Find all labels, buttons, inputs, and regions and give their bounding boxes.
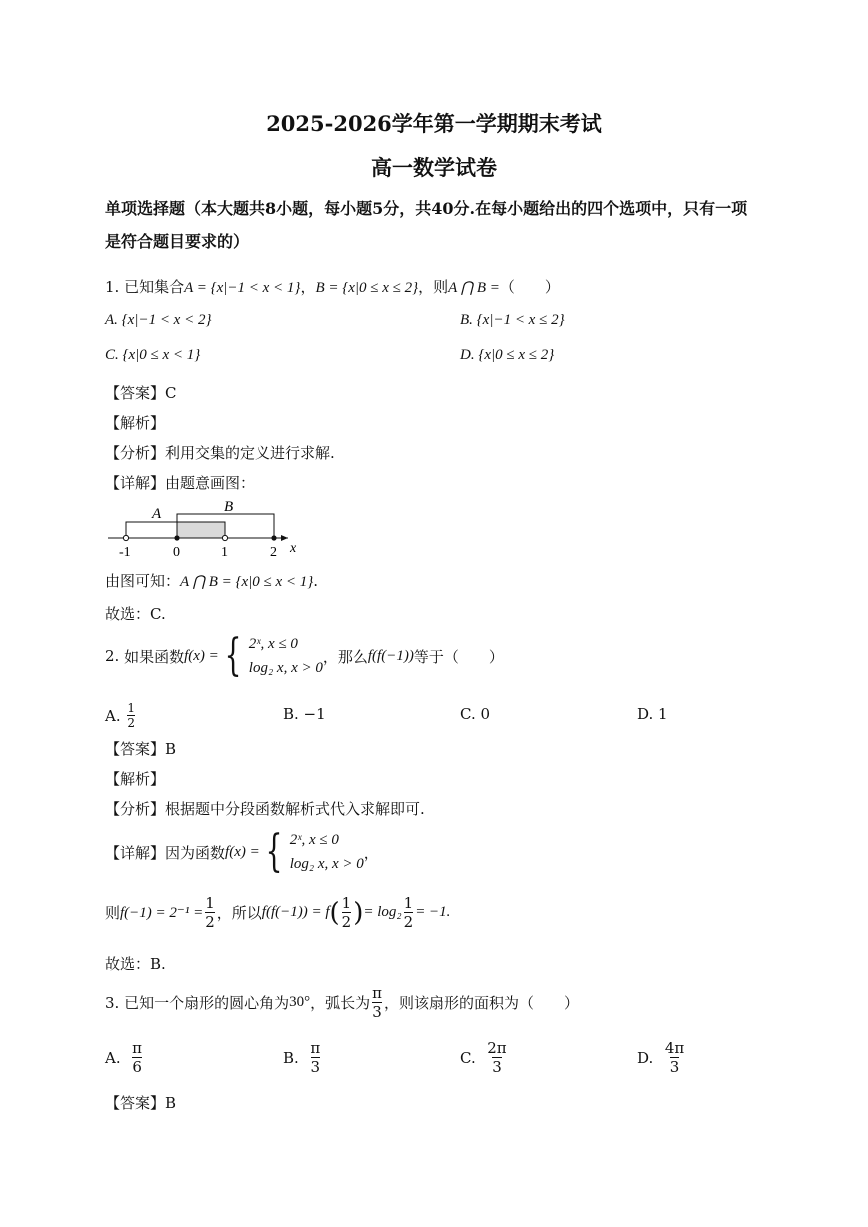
brace-icon: { bbox=[265, 826, 283, 877]
q2-choose bbox=[105, 953, 166, 974]
q1-option-a: A. {x|−1 < x < 2} bbox=[105, 312, 212, 328]
fraction bbox=[372, 985, 382, 1020]
tick-label: -1 bbox=[119, 545, 131, 560]
stem-text: ，则该扇形的面积为（ ） bbox=[383, 994, 579, 1012]
fraction bbox=[404, 895, 414, 930]
numerator: 1 bbox=[127, 701, 136, 715]
q2-option-b: B. −1 bbox=[283, 705, 326, 723]
case-1: 2ˣ, x ≤ 0 bbox=[289, 832, 339, 848]
label-b: B bbox=[224, 499, 234, 515]
conclusion-prefix: 由图可知： bbox=[105, 572, 181, 590]
answer-label: 【答案】 bbox=[105, 1094, 166, 1112]
choose-value: B. bbox=[150, 955, 166, 973]
denominator: 2 bbox=[403, 912, 414, 931]
detail-label: 【详解】 bbox=[105, 843, 166, 862]
q2-option-a bbox=[105, 702, 137, 730]
tick-label: 2 bbox=[270, 545, 277, 560]
question-number: 2. bbox=[105, 647, 120, 665]
axis-label: x bbox=[290, 541, 297, 556]
choose-label: 故选： bbox=[105, 955, 151, 973]
calc-expr: = log₂ bbox=[363, 904, 402, 920]
function-f: f(x) = bbox=[225, 843, 260, 860]
option-label: D. bbox=[637, 1048, 654, 1067]
q2-answer bbox=[105, 738, 176, 759]
calc-expr: = −1. bbox=[415, 904, 451, 920]
period: . bbox=[313, 572, 319, 590]
q2-detail bbox=[105, 828, 379, 876]
q1-analysis-label: 【解析】 bbox=[105, 414, 166, 432]
fraction bbox=[665, 1040, 684, 1075]
fraction bbox=[127, 702, 135, 730]
stem-text: 已知集合 bbox=[124, 278, 185, 296]
separator: ， bbox=[300, 278, 316, 296]
choose-label: 故选： bbox=[105, 605, 151, 623]
question-1-stem bbox=[105, 276, 560, 297]
denominator: 2 bbox=[341, 912, 352, 931]
q1-option-c: C. {x|0 ≤ x < 1} bbox=[105, 347, 201, 363]
fraction bbox=[342, 895, 352, 930]
set-b: B = {x|0 ≤ x ≤ 2} bbox=[315, 280, 419, 296]
fraction bbox=[487, 1040, 506, 1075]
option-label: A. bbox=[105, 1048, 121, 1067]
question-number: 3. bbox=[105, 993, 120, 1012]
calc-expr: f(f(−1)) = f bbox=[261, 904, 330, 920]
intersection-expr: A ⋂ B = bbox=[448, 280, 500, 296]
stem-text: 已知一个扇形的圆心角为 bbox=[124, 994, 290, 1012]
open-point bbox=[123, 535, 128, 540]
conclusion-expr: A ⋂ B = {x|0 ≤ x < 1} bbox=[180, 574, 314, 590]
q1-option-d: D. {x|0 ≤ x ≤ 2} bbox=[460, 347, 555, 363]
calc-prefix: 则 bbox=[105, 904, 121, 922]
q3-option-d bbox=[637, 1040, 686, 1075]
closed-point bbox=[174, 535, 179, 540]
denominator: 3 bbox=[310, 1057, 321, 1076]
numerator: π bbox=[132, 1039, 143, 1057]
fenxi-text: 根据题中分段函数解析式代入求解即可. bbox=[165, 800, 425, 818]
stem-text: ，则 bbox=[418, 278, 449, 296]
tick-label: 1 bbox=[221, 545, 228, 560]
q3-option-c bbox=[460, 1040, 509, 1075]
case-1: 2ˣ, x ≤ 0 bbox=[248, 636, 298, 652]
composite-expr: f(f(−1)) bbox=[367, 647, 414, 664]
choose-value: C. bbox=[150, 605, 166, 623]
intersection-shading bbox=[177, 522, 225, 538]
denominator: 2 bbox=[127, 716, 136, 731]
q1-fenxi bbox=[105, 442, 335, 463]
case-2: log₂ x, x > 0 bbox=[289, 856, 364, 872]
paren-open: ( bbox=[329, 897, 340, 928]
numerator: 1 bbox=[403, 894, 414, 912]
answer-label: 【答案】 bbox=[105, 740, 166, 758]
function-f: f(x) = bbox=[184, 647, 219, 664]
q1-option-b: B. {x|−1 < x ≤ 2} bbox=[460, 312, 565, 328]
axis-arrow-icon bbox=[281, 535, 288, 541]
fenxi-label: 【分析】 bbox=[105, 444, 166, 462]
denominator: 6 bbox=[132, 1057, 142, 1076]
answer-value: B bbox=[165, 1094, 177, 1112]
fenxi-text: 利用交集的定义进行求解. bbox=[165, 444, 335, 462]
q3-option-b bbox=[283, 1040, 322, 1075]
option-label: A. bbox=[105, 707, 121, 726]
number-line-diagram bbox=[100, 496, 320, 562]
option-label: C. bbox=[460, 1048, 476, 1067]
detail-text: 由题意画图： bbox=[165, 474, 256, 492]
q2-fenxi bbox=[105, 798, 425, 819]
numerator: 1 bbox=[205, 894, 215, 912]
fraction bbox=[132, 1040, 142, 1075]
paren-close: ) bbox=[353, 897, 364, 928]
angle-value: 30° bbox=[289, 994, 311, 1010]
piecewise bbox=[260, 828, 364, 876]
denominator: 3 bbox=[669, 1057, 680, 1076]
answer-label: 【答案】 bbox=[105, 384, 166, 402]
q1-detail bbox=[105, 472, 255, 493]
q2-analysis-label: 【解析】 bbox=[105, 770, 166, 788]
calc-expr: f(−1) = 2⁻¹ = bbox=[120, 905, 204, 921]
fraction bbox=[205, 895, 215, 930]
tick-label: 0 bbox=[173, 545, 180, 560]
q1-conclusion bbox=[105, 570, 318, 591]
denominator: 3 bbox=[372, 1002, 382, 1021]
numerator: π bbox=[372, 984, 382, 1002]
stem-text: ，那么 bbox=[322, 647, 368, 666]
q3-option-a bbox=[105, 1040, 144, 1075]
piecewise bbox=[219, 632, 323, 680]
question-2-stem bbox=[105, 632, 504, 680]
case-2: log₂ x, x > 0 bbox=[248, 660, 323, 676]
q1-answer bbox=[105, 382, 177, 403]
q3-answer bbox=[105, 1092, 176, 1113]
q1-choose bbox=[105, 603, 166, 624]
cases bbox=[249, 632, 323, 680]
exam-subtitle: 高一数学试卷 bbox=[371, 155, 497, 180]
q2-calc bbox=[105, 895, 450, 930]
exam-title: 2025-2026学年第一学期期末考试 bbox=[266, 111, 602, 136]
denominator: 2 bbox=[205, 912, 215, 931]
label-a: A bbox=[152, 506, 162, 522]
calc-mid: ，所以 bbox=[216, 904, 262, 922]
denominator: 3 bbox=[492, 1057, 502, 1076]
stem-text: ，弧长为 bbox=[310, 994, 371, 1012]
closed-point bbox=[271, 535, 276, 540]
answer-value: C bbox=[165, 384, 177, 402]
stem-text: 等于（ ） bbox=[413, 647, 504, 666]
q2-option-c: C. 0 bbox=[460, 705, 491, 723]
numerator: 2π bbox=[487, 1039, 507, 1057]
numerator: 4π bbox=[664, 1039, 685, 1057]
question-3-stem bbox=[105, 985, 579, 1020]
q2-option-d: D. 1 bbox=[637, 705, 668, 723]
detail-text: 因为函数 bbox=[165, 843, 226, 862]
stem-text: 如果函数 bbox=[124, 647, 185, 666]
answer-paren: （ ） bbox=[499, 278, 560, 296]
detail-end: ， bbox=[363, 843, 379, 862]
answer-value: B bbox=[165, 740, 177, 758]
section-heading: 单项选择题（本大题共8小题，每小题5分，共40分.在每小题给出的四个选项中，只有一项是符合题目要求的） bbox=[105, 199, 748, 251]
set-a: A = {x|−1 < x < 1} bbox=[184, 280, 301, 296]
brace-icon: { bbox=[224, 630, 242, 681]
numerator: 1 bbox=[341, 894, 352, 912]
question-number: 1. bbox=[105, 278, 120, 296]
open-point bbox=[222, 535, 227, 540]
option-label: B. bbox=[283, 1048, 299, 1067]
fraction bbox=[310, 1040, 320, 1075]
detail-label: 【详解】 bbox=[105, 474, 166, 492]
fenxi-label: 【分析】 bbox=[105, 800, 166, 818]
numerator: π bbox=[310, 1039, 321, 1057]
cases bbox=[290, 828, 364, 876]
